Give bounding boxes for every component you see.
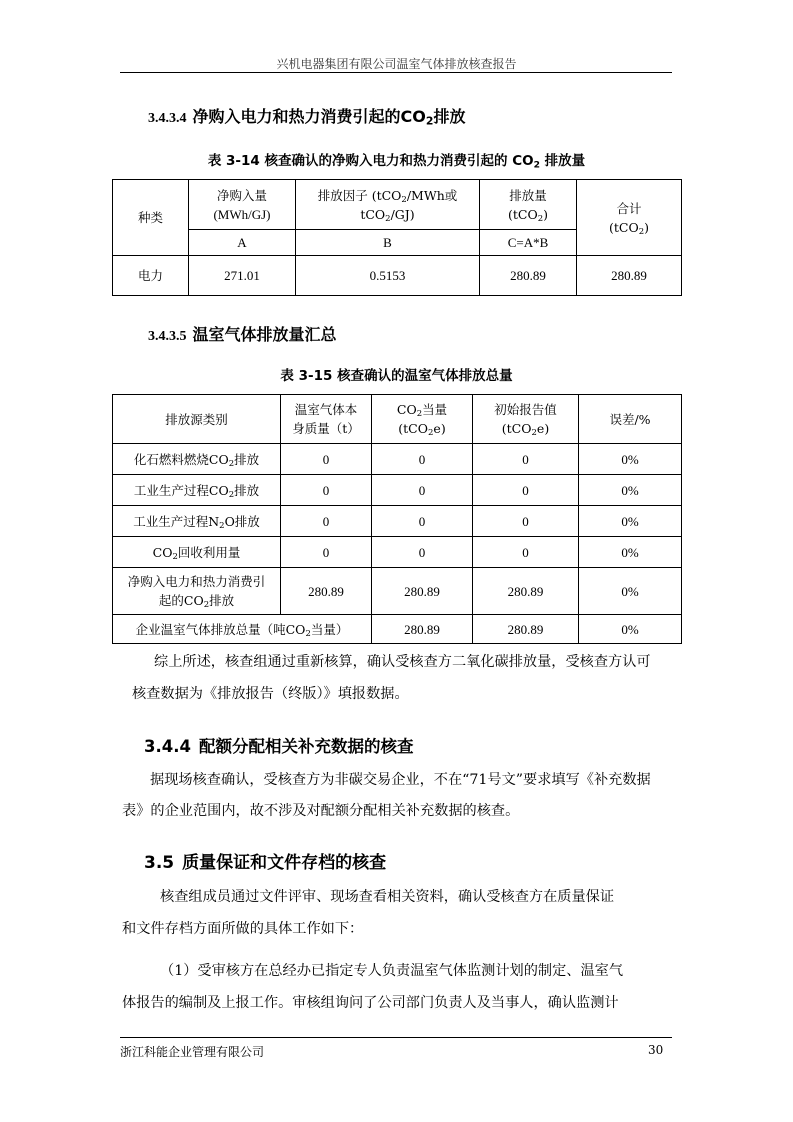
cell-error: 0%	[579, 568, 682, 615]
section-35-para1-line-1: 核查组成员通过文件评审、现场查看相关资料，确认受核查方在质量保证	[160, 889, 615, 905]
cell-error: 0%	[579, 506, 682, 537]
total-row	[113, 615, 682, 644]
section-title: 配额分配相关补充数据的核查	[198, 737, 414, 756]
table-row	[113, 506, 682, 537]
section-title: 温室气体排放量汇总	[192, 325, 337, 344]
cell-equivalent: 280.89	[372, 568, 473, 615]
cell-report: 0	[473, 444, 579, 475]
header-initial-report: 初始报告值 (tCO$_2$e)	[473, 395, 579, 444]
emission-summary-table	[112, 394, 682, 644]
cell-report: 0	[473, 475, 579, 506]
section-number: 3.4.4	[144, 737, 191, 756]
cell-total: 280.89	[577, 256, 682, 296]
cell-error: 0%	[579, 475, 682, 506]
section-35-para2-line-2: 体报告的编制及上报工作。审核组询问了公司部门负责人及当事人，确认监测计	[122, 995, 619, 1011]
section-35-para2-line-1: （1）受审核方在总经办已指定专人负责温室气体监测计划的制定、温室气	[160, 963, 624, 979]
cell-mass: 0	[281, 444, 372, 475]
section-title: 质量保证和文件存档的核查	[182, 853, 387, 873]
cell-equivalent: 0	[372, 506, 473, 537]
section-3434-heading: 3.4.3.4 净购入电力和热力消费引起的$CO_2$排放	[148, 107, 466, 128]
section-number: 3.4.3.4	[148, 111, 187, 126]
cell-source: 工业生产过程$CO_2$排放	[113, 475, 281, 506]
cell-emission: 280.89	[480, 256, 577, 296]
header-source: 排放源类别	[113, 395, 281, 444]
cell-report: 280.89	[473, 568, 579, 615]
cell-total-label: 企业温室气体排放总量（吨$CO_2$当量）	[113, 615, 372, 644]
cell-source: $CO_2$回收利用量	[113, 537, 281, 568]
summary-line-1: 综上所述，核查组通过重新核算，确认受核查方二氧化碳排放量，受核查方认可	[154, 654, 651, 670]
cell-error: 0%	[579, 444, 682, 475]
cell-report: 0	[473, 506, 579, 537]
section-number: 3.5	[144, 853, 175, 873]
footer-divider	[120, 1037, 672, 1038]
table-row	[113, 537, 682, 568]
footer-company: 浙江科能企业管理有限公司	[120, 1045, 265, 1059]
section-344-heading	[144, 733, 413, 757]
header-type: 种类	[113, 180, 189, 256]
cell-source: 净购入电力和热力消费引 起的$CO_2$排放	[113, 568, 281, 615]
section-35-heading	[144, 848, 386, 873]
label-a: A	[189, 230, 296, 256]
section-35-para1-line-2: 和文件存档方面所做的具体工作如下：	[122, 921, 364, 937]
page-number: 30	[648, 1043, 664, 1057]
label-c: C=A*B	[480, 230, 577, 256]
cell-factor: 0.5153	[296, 256, 480, 296]
header-divider	[120, 72, 672, 73]
header-error: 误差/%	[579, 395, 682, 444]
section-title: 净购入电力和热力消费引起的CO	[192, 107, 426, 126]
cell-equivalent: 0	[372, 444, 473, 475]
cell-mass: 280.89	[281, 568, 372, 615]
label-b: B	[296, 230, 480, 256]
table-315-caption: 表 3-15 核查确认的温室气体排放总量	[280, 368, 513, 384]
table-row	[113, 475, 682, 506]
header-co2-equivalent: $CO_2$当量 (tCO$_2$e)	[372, 395, 473, 444]
cell-purchase: 271.01	[189, 256, 296, 296]
table-row	[113, 568, 682, 615]
cell-report: 0	[473, 537, 579, 568]
purchased-power-table	[112, 179, 682, 296]
cell-mass: 0	[281, 537, 372, 568]
cell-mass: 0	[281, 475, 372, 506]
section-344-line-1: 据现场核查确认，受核查方为非碳交易企业，不在“71号文”要求填写《补充数据	[150, 772, 651, 788]
table-row	[113, 444, 682, 475]
cell-equivalent: 0	[372, 537, 473, 568]
header-purchase: 净购入量 (MWh/GJ)	[189, 180, 296, 230]
header-mass: 温室气体本 身质量（t）	[281, 395, 372, 444]
summary-line-2: 核查数据为《排放报告（终版）》填报数据。	[132, 686, 409, 702]
cell-report: 280.89	[473, 615, 579, 644]
cell-source: 化石燃料燃烧$CO_2$排放	[113, 444, 281, 475]
cell-source: 工业生产过程$N_2O$排放	[113, 506, 281, 537]
cell-equivalent: 280.89	[372, 615, 473, 644]
header-factor: 排放因子 (tCO$_2$/MWh或 tCO$_2$/GJ)	[296, 180, 480, 230]
cell-error: 0%	[579, 615, 682, 644]
section-number: 3.4.3.5	[148, 329, 187, 344]
cell-error: 0%	[579, 537, 682, 568]
section-344-line-2: 表》的企业范围内，故不涉及对配额分配相关补充数据的核查。	[122, 803, 520, 819]
cell-type: 电力	[113, 256, 189, 296]
cell-mass: 0	[281, 506, 372, 537]
section-3435-heading	[148, 322, 337, 345]
table-314-caption: 表 3-14 核查确认的净购入电力和热力消费引起的 $CO_2$ 排放量	[207, 153, 586, 171]
table-row	[113, 256, 682, 296]
page-header: 兴机电器集团有限公司温室气体排放核查报告	[276, 57, 517, 71]
cell-equivalent: 0	[372, 475, 473, 506]
header-total: 合计 (tCO$_2$)	[577, 180, 682, 256]
header-emission: 排放量 (tCO$_2$)	[480, 180, 577, 230]
